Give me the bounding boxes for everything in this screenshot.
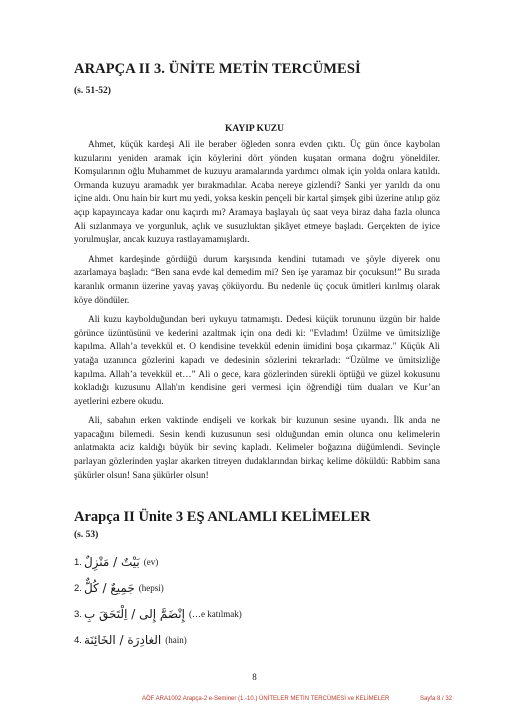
footer bbox=[142, 696, 452, 702]
vocabulary-item bbox=[74, 627, 242, 653]
vocabulary-turkish: (ev) bbox=[143, 557, 159, 567]
vocabulary-turkish: (hain) bbox=[165, 635, 187, 645]
footer-document-title: AÖF ARA1002 Arapça-2 e-Seminer (1.-10.) ÜNİTELER METİN TERCÜMESİ ve KELİMELER bbox=[142, 696, 390, 702]
page-number: 8 bbox=[252, 672, 257, 682]
story-paragraph: Ali kuzu kaybolduğundan beri uykuyu tatmamıştı. Dedesi küçük torununu üzgün bir halde görünce üzüntüsünü ve kederini azaltmak için ona dedi ki: "Evladım! Üzülme ve ümitsizliğe kapılma. Allah’a tevekkül et. O kendisine tevekkül edenin ümidini boşa çıkarmaz." Küçük Ali yatağa uzanınca gözlerini kapadı ve dedesinin sözlerini tekrarladı: “Üzülme ve ümitsizliğe kapılma. Allah’a tevekkül et…” Ali o gece, kara gözlerinden sürekli öptüğü ve güzel kokusunu kokladığı kuzusunu Allah'ın kendisine geri vermesi için öğrendiği tüm duaları ve Kur’an ayetlerini ezbere okudu. bbox=[74, 315, 440, 407]
vocabulary-item bbox=[74, 549, 242, 575]
story-paragraph: Ahmet kardeşinde gördüğü durum karşısında kendini tutamadı ve şöyle diyerek onu azarlamaya başladı: “Ben sana evde kal demedim mi? Sen işe yaramaz bir çocuksun!” Bu sırada karanlık ormanın üzerine yavaş yavaş çöküyordu. Bu nedenle üç çocuk ümitleri kırılmış olarak köye döndüler. bbox=[74, 254, 440, 306]
page-reference: (s. 51-52) bbox=[74, 86, 111, 96]
story-title: KAYIP KUZU bbox=[224, 124, 285, 134]
story-body bbox=[74, 139, 440, 489]
vocabulary-number: 1. bbox=[74, 556, 82, 568]
section-page-reference: (s. 53) bbox=[74, 530, 99, 540]
vocabulary-list bbox=[74, 549, 242, 653]
vocabulary-arabic: بَيْتٌ / مَنْزِلٌ bbox=[83, 555, 140, 569]
vocabulary-number: 4. bbox=[74, 634, 82, 646]
vocabulary-number: 2. bbox=[74, 582, 82, 594]
story-paragraph: Ahmet, küçük kardeşi Ali ile beraber öğleden sonra evden çıktı. Üç gün önce kaybolan kuzularını yeniden aramak için köylerini dört yönden kuşatan ormana doğru yöneldiler. Komşularının oğlu Muhammet de kuzuyu aramalarında yardımcı olmak için yolda onlara katıldı. Ormanda kuzuyu aramadık yer bırakmadılar. Acaba nereye gizlendi? Sanki yer yarıldı da onu içine aldı. Onu hain bir kurt mu yedi, yoksa keskin pençeli bir kartal şimşek gibi üzerine atılıp göz açıp kapayıncaya kadar onu kaçırdı mı? Aramaya başlayalı üç saat veya biraz daha fazla olunca Ali sızlanmaya ve yorgunluk, açlık ve susuzluktan şikâyet etmeye başladı. Gerçekten de iyice yorulmuşlar, ancak kuzuya rastlayamamışlardı. bbox=[74, 140, 440, 246]
story-paragraph: Ali, sabahın erken vaktinde endişeli ve korkak bir kuzunun sesine uyandı. İlk anda ne yapacağını bilemedi. Sesin kendi kuzusunun sesi olduğundan emin olunca onu kelimelerin anlatmakta aciz kaldığı büyük bir sevinç kapladı. Kelimeler boğazına düğümlendi. Sevinçle parlayan gözlerinden yaşlar akarken titreyen dudaklarından birkaç kelime döküldü: Rabbim sana şükürler olsun! Sana şükürler olsun! bbox=[74, 416, 440, 481]
vocabulary-turkish: (…e katılmak) bbox=[188, 609, 242, 619]
vocabulary-arabic: الغادِرَة / الخَائِنَة bbox=[83, 633, 162, 647]
vocabulary-item bbox=[74, 575, 242, 601]
vocabulary-arabic: جَمِيعٌ / كُلٌّ bbox=[83, 581, 135, 595]
page-title: ARAPÇA II 3. ÜNİTE METİN TERCÜMESİ bbox=[74, 61, 361, 77]
vocabulary-arabic: إِنْضَمَّ إِلى / اِلْتَحَقَ بِ bbox=[83, 607, 185, 621]
vocabulary-turkish: (hepsi) bbox=[138, 583, 164, 593]
vocabulary-number: 3. bbox=[74, 608, 82, 620]
footer-page-indicator: Sayfa 8 / 32 bbox=[419, 696, 452, 702]
section-title: Arapça II Ünite 3 EŞ ANLAMLI KELİMELER bbox=[74, 509, 371, 525]
vocabulary-item bbox=[74, 601, 242, 627]
